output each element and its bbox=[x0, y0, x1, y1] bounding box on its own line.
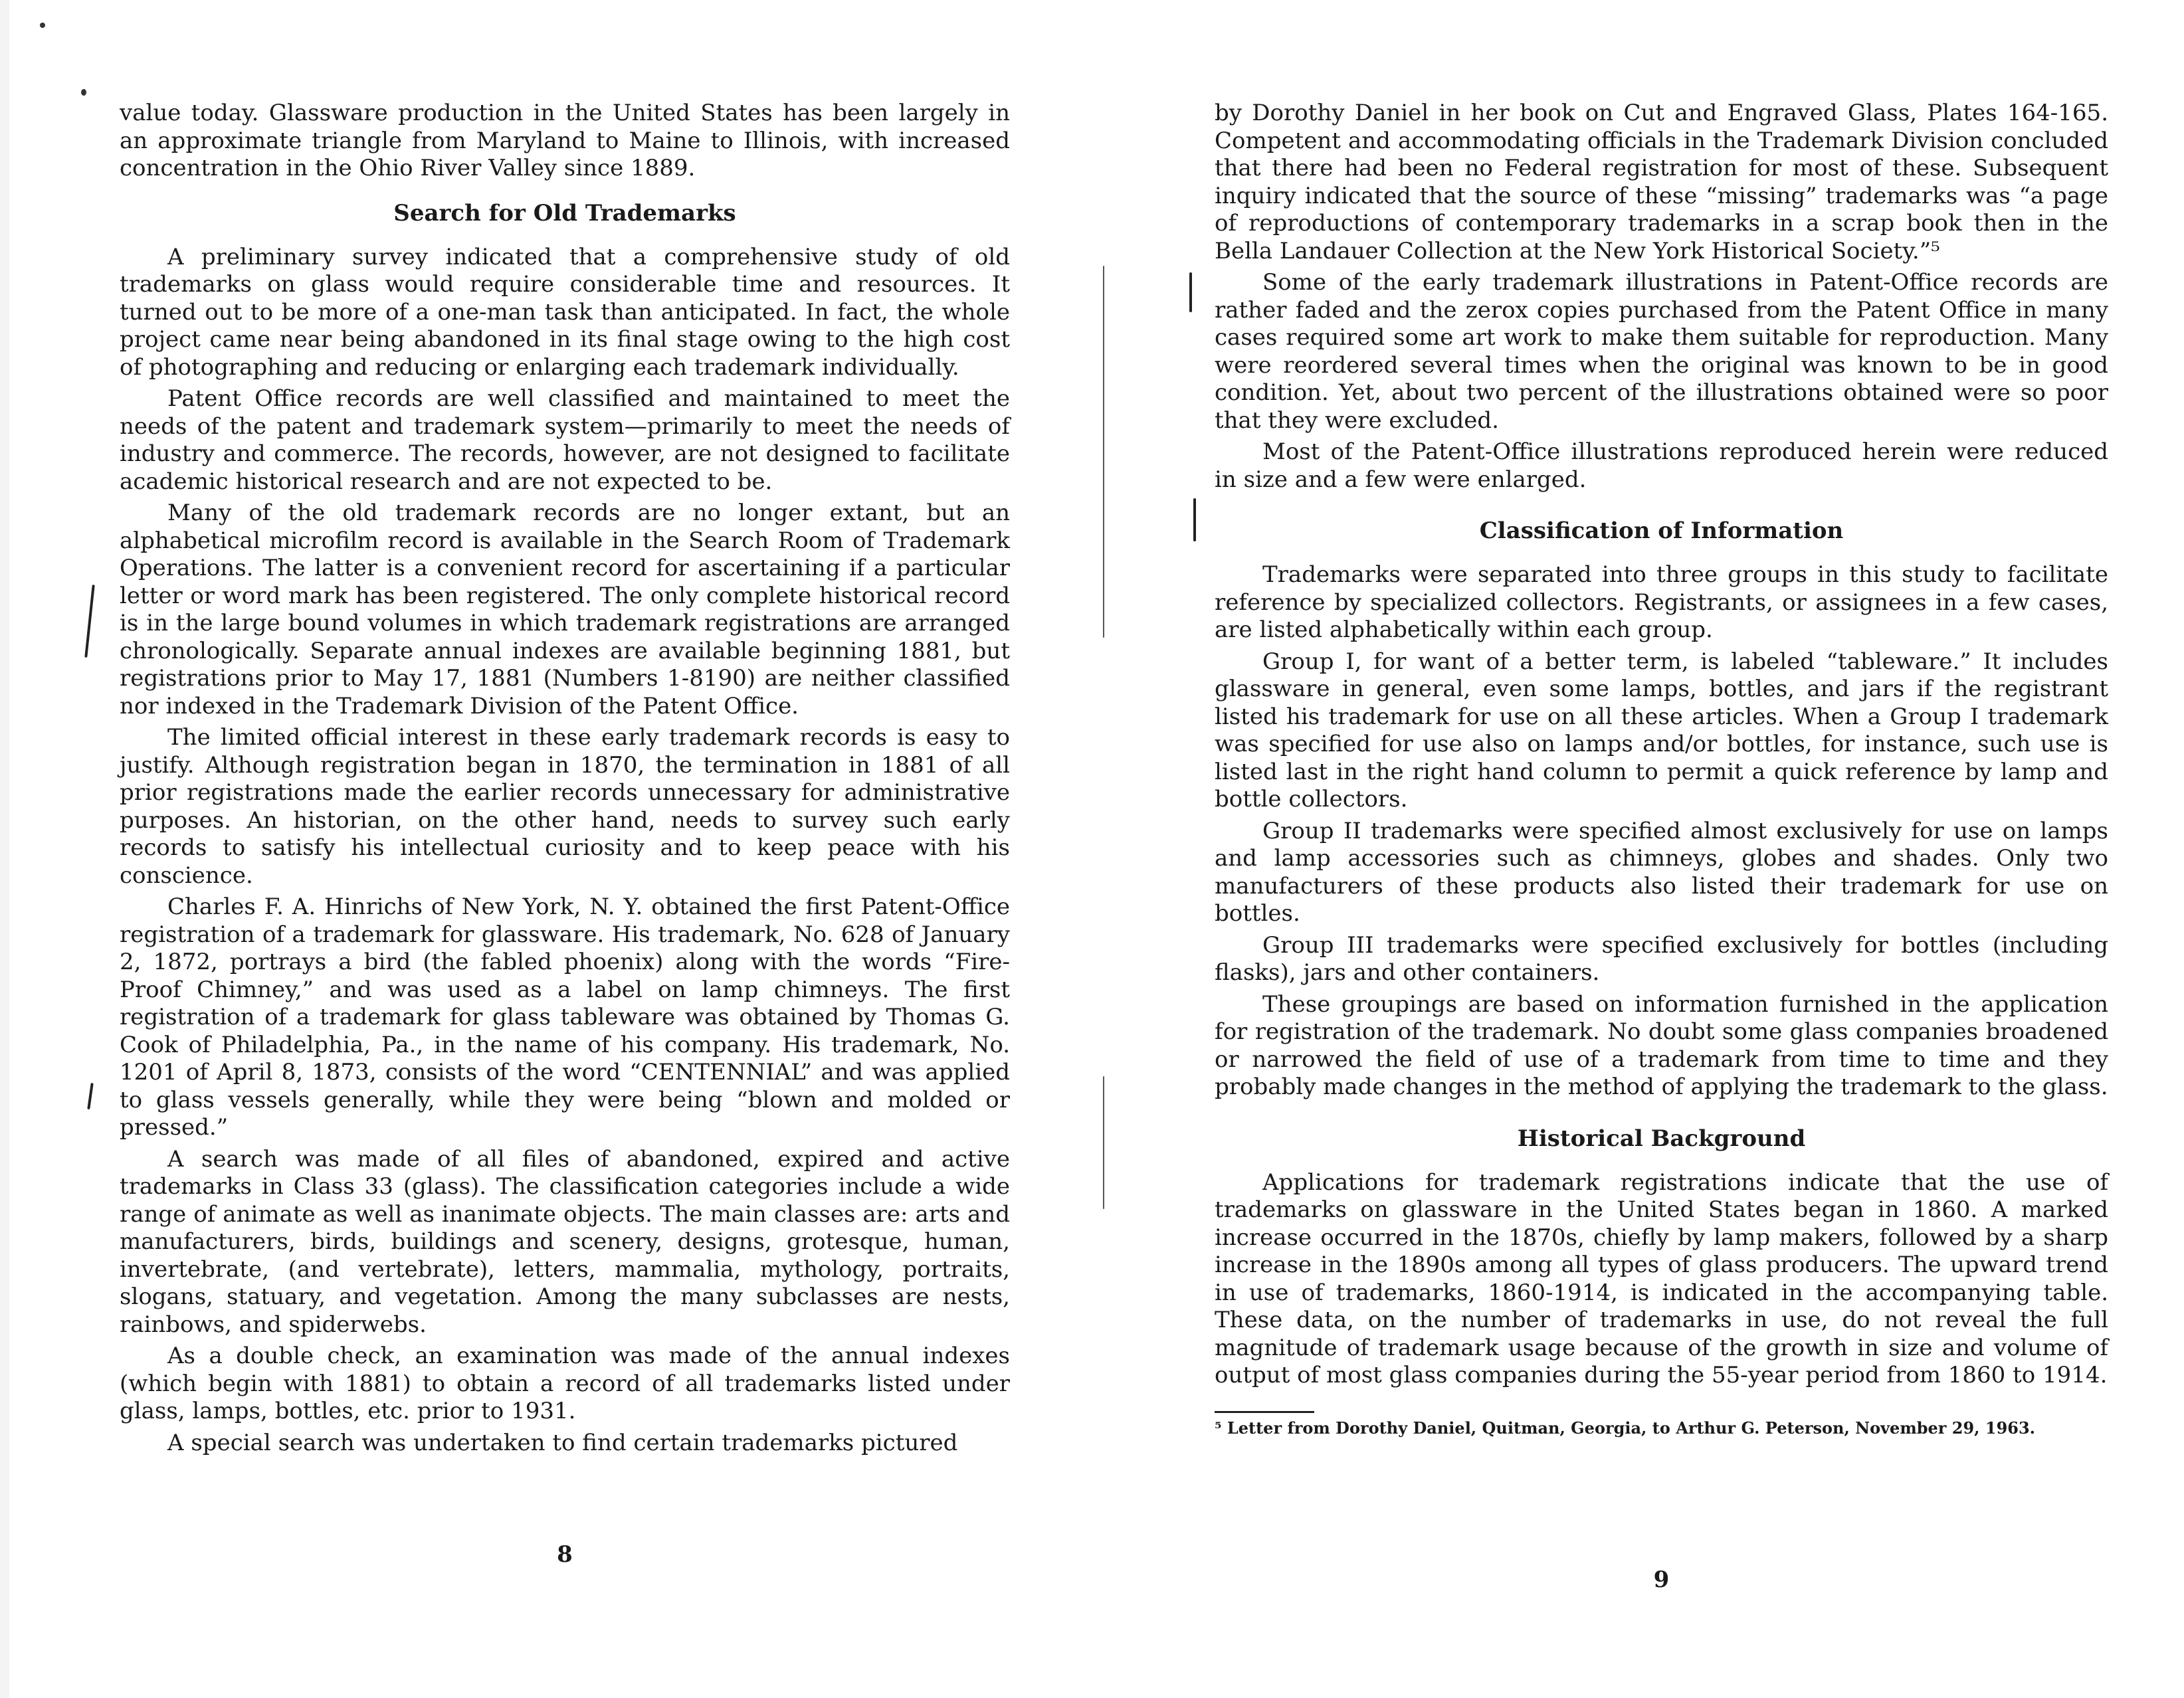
paragraph: Group I, for want of a better term, is labeled “tableware.” It includes glassware in general, even some lamps, bottles, and jars if the registrant listed his trademark for use on all these articles. When a Group I trademark was specified for use also on lamps and/or bottles, for instance, such use is listed last in the right hand column to permit a quick reference by lamp and bottle collectors. bbox=[1215, 648, 2108, 812]
scan-speck bbox=[81, 89, 86, 96]
section-heading: Classification of Information bbox=[1479, 518, 1844, 544]
page-number: 8 bbox=[557, 1541, 573, 1568]
paragraph: by Dorothy Daniel in her book on Cut and Engraved Glass, Plates 164-165. Competent and accommodating officials in the Trademark Division concluded that there had been no Federal registration for most of these. Subsequent inquiry indicated that the source of these “missing” trademarks was “a page of reproductions of contemporary trademarks in a scrap book then in the Bella Landauer Collection at the New York Historical Society.”⁵ bbox=[1215, 100, 2108, 264]
paragraph: value today. Glassware production in the United States has been largely in an approximate triangle from Maryland to Maine to Illinois, with increased concentration in the Ohio River Valley since 1889. bbox=[120, 100, 1010, 181]
paragraph: The limited official interest in these early trademark records is easy to justify. Although registration began in 1870, the termination in 1881 of all prior registrations made the earlier records unnecessary for administrative purposes. An historian, on the other hand, needs to survey such early records to satisfy his intellectual curiosity and to keep peace with his conscience. bbox=[120, 724, 1010, 889]
paragraph: Group III trademarks were specified exclusively for bottles (including flasks), jars and other containers. bbox=[1215, 931, 2108, 986]
paragraph: As a double check, an examination was made of the annual indexes (which begin with 1881) to obtain a record of all trademarks listed under glass, lamps, bottles, etc. prior to 1931. bbox=[120, 1343, 1010, 1424]
margin-mark bbox=[1103, 266, 1104, 638]
paragraph: Most of the Patent-Office illustrations reproduced herein were reduced in size and a few were enlarged. bbox=[1215, 438, 2108, 493]
left-page bbox=[120, 100, 1010, 1568]
section-heading: Historical Background bbox=[1517, 1125, 1806, 1152]
paragraph: Group II trademarks were specified almost exclusively for use on lamps and lamp accessories such as chimneys, globes and shades. Only two manufacturers of these products also listed their trademark for use on bottles. bbox=[1215, 817, 2108, 927]
margin-mark bbox=[1103, 1076, 1104, 1209]
margin-mark bbox=[84, 585, 94, 658]
paragraph: Trademarks were separated into three groups in this study to facilitate reference by specialized collectors. Registrants, or assignees in a few cases, are listed alphabetically within each group. bbox=[1215, 561, 2108, 643]
paragraph: A search was made of all files of abandoned, expired and active trademarks in Class 33 (glass). The classification categories include a wide range of animate as well as inanimate objects. The main classes are: arts and manufacturers, birds, buildings and scenery, designs, grotesque, human, invertebrate, (and vertebrate), letters, mammalia, mythology, portraits, slogans, statuary, and vegetation. Among the many subclasses are nests, rainbows, and spiderwebs. bbox=[120, 1145, 1010, 1338]
page-number: 9 bbox=[1653, 1566, 1670, 1593]
paragraph: A special search was undertaken to find certain trademarks pictured bbox=[167, 1429, 958, 1456]
paragraph: Applications for trademark registrations indicate that the use of trademarks on glassware in the United States began in 1860. A marked increase occurred in the 1870s, chiefly by lamp makers, followed by a sharp increase in the 1890s among all types of glass producers. The upward trend in use of trademarks, 1860-1914, is indicated in the accompanying table. These data, on the number of trademarks in use, do not reveal the full magnitude of trademark usage because of the growth in size and volume of output of most glass companies during the 55-year period from 1860 to 1914. bbox=[1215, 1169, 2108, 1388]
paragraph: These groupings are based on information furnished in the application for registration of the trademark. No doubt some glass companies broadened or narrowed the field of use of a trademark from time to time and they probably made changes in the method of applying the trademark to the glass. bbox=[1215, 991, 2108, 1100]
section-heading: Search for Old Trademarks bbox=[393, 199, 736, 227]
paragraph: Charles F. A. Hinrichs of New York, N. Y. obtained the first Patent-Office registration of a trademark for glassware. His trademark, No. 628 of January 2, 1872, portrays a bird (the fabled phoenix) along with the words “Fire-Proof Chimney,” and was used as a label on lamp chimneys. The first registration of a trademark for glass tableware was obtained by Thomas G. Cook of Philadelphia, Pa., in the name of his company. His trademark, No. 1201 of April 8, 1873, consists of the word “CENTENNIAL” and was applied to glass vessels generally, while they were being “blown and molded or pressed.” bbox=[120, 894, 1010, 1141]
paragraph: Many of the old trademark records are no longer extant, but an alphabetical microfilm record is available in the Search Room of Trademark Operations. The latter is a convenient record for ascertaining if a particular letter or word mark has been registered. The only complete historical record is in the large bound volumes in which trademark registrations are arranged chronologically. Separate annual indexes are available beginning 1881, but registrations prior to May 17, 1881 (Numbers 1-8190) are neither classified nor indexed in the Trademark Division of the Patent Office. bbox=[120, 500, 1010, 719]
paragraph: Patent Office records are well classified and maintained to meet the needs of the patent and trademark system—primarily to meet the needs of industry and commerce. The records, however, are not designed to facilitate academic historical research and are not expected to be. bbox=[120, 385, 1010, 495]
margin-mark bbox=[87, 1083, 94, 1109]
paragraph: Some of the early trademark illustrations in Patent-Office records are rather faded and the zerox copies purchased from the Patent Office in many cases required some art work to make them suitable for reproduction. Many were reordered several times when the original was known to be in good condition. Yet, about two percent of the illustrations obtained were so poor that they were excluded. bbox=[1215, 269, 2108, 434]
scan-speck bbox=[40, 23, 45, 28]
scan-edge bbox=[0, 0, 9, 1698]
right-page bbox=[1215, 100, 2108, 1593]
margin-mark bbox=[1189, 272, 1192, 312]
margin-mark bbox=[1193, 498, 1196, 541]
footnote: ⁵ Letter from Dorothy Daniel, Quitman, Georgia, to Arthur G. Peterson, November 29, 1963. bbox=[1215, 1418, 2036, 1438]
footnote-rule bbox=[1215, 1411, 1314, 1413]
paragraph: A preliminary survey indicated that a comprehensive study of old trademarks on glass would require considerable time and resources. It turned out to be more of a one-man task than anticipated. In fact, the whole project came near being abandoned in its final stage owing to the high cost of photographing and reducing or enlarging each trademark individually. bbox=[120, 243, 1010, 381]
